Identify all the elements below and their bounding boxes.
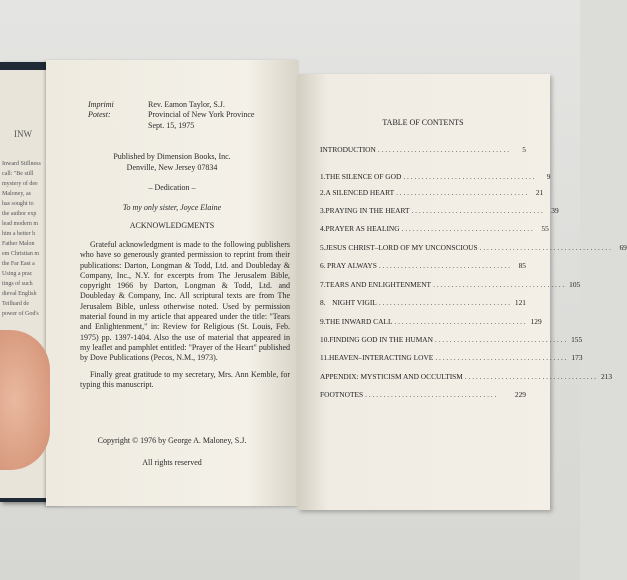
partial-page-text: lead modern m [2, 221, 38, 227]
toc-entry [320, 298, 526, 307]
toc-leader-dots: . . . . . . . . . . . . . . . . . . . . . . . . . . . . . . . . . . . . [365, 390, 497, 399]
toc-entry-title: A SILENCED HEART [325, 188, 395, 197]
partial-page-text: the author exp [2, 211, 37, 217]
partial-page-text: INW [14, 129, 32, 139]
toc-entry [320, 188, 544, 197]
toc-entry [320, 353, 583, 362]
publisher-line-1: Published by Dimension Books, Inc. [113, 152, 231, 161]
partial-page-text: Maloney, as [2, 191, 31, 197]
right-page [298, 74, 550, 510]
imprimi-label: Imprimi Potest: [88, 100, 114, 120]
hand [0, 330, 50, 470]
toc-leader-dots: . . . . . . . . . . . . . . . . . . . . . . . . . . . . . . . . . . . . [479, 243, 611, 252]
toc-entry-title: JESUS CHRIST–LORD OF MY UNCONSCIOUS [325, 243, 478, 252]
toc-entry-page: 229 [514, 390, 526, 399]
partial-page-text: Inward Stillness [2, 161, 41, 167]
toc-entry-title: THE INWARD CALL [325, 317, 393, 326]
toc-entry-title: FOOTNOTES [320, 390, 364, 399]
toc-entry-title: APPENDIX: MYSTICISM AND OCCULTISM [320, 372, 463, 381]
toc-leader-dots: . . . . . . . . . . . . . . . . . . . . . . . . . . . . . . . . . . . . [401, 224, 533, 233]
toc-entry-number: 3. [320, 206, 326, 215]
toc-entry-page: 9 [546, 172, 551, 181]
copyright-line: Copyright © 1976 by George A. Maloney, S.J. [97, 436, 247, 445]
toc-title: TABLE OF CONTENTS [382, 118, 464, 127]
toc-entry-page: 213 [600, 372, 613, 381]
toc-entry-number: 5. [320, 243, 326, 252]
toc-entry-page: 105 [569, 280, 581, 289]
toc-entry [320, 372, 613, 381]
toc-entry [320, 390, 526, 399]
partial-page-text: tings of such [2, 281, 33, 287]
toc-entry-page: 69 [619, 243, 627, 252]
toc-entry-title: NIGHT VIGIL [332, 298, 377, 307]
toc-entry-number: 1. [320, 172, 326, 181]
toc-entry-page: 55 [541, 224, 549, 233]
toc-leader-dots: . . . . . . . . . . . . . . . . . . . . . . . . . . . . . . . . . . . . [377, 145, 510, 154]
toc-entry-number: 7. [320, 280, 326, 289]
toc-entry-page: 173 [571, 353, 583, 362]
toc-entry-page: 5 [522, 145, 526, 154]
partial-page-text: em Christian m [2, 251, 39, 257]
imprimi-line: Rev. Eamon Taylor, S.J. [148, 100, 225, 109]
partial-page-text: Father Malon [2, 241, 35, 247]
toc-entry-number: 11. [320, 353, 329, 362]
toc-entry [320, 172, 551, 181]
dedication-text: To my only sister, Joyce Elaine [122, 203, 222, 212]
toc-leader-dots: . . . . . . . . . . . . . . . . . . . . . . . . . . . . . . . . . . . . [433, 280, 565, 289]
toc-entry-page: 39 [551, 206, 559, 215]
imprimi-line: Provincial of New York Province [148, 110, 255, 120]
partial-page-text: dieval English [2, 291, 37, 297]
toc-entry-page: 121 [514, 298, 526, 307]
toc-entry-page: 85 [518, 261, 526, 270]
acknowledgments-heading: ACKNOWLEDGMENTS [129, 221, 215, 230]
partial-page-text: mystery of dee [2, 181, 38, 187]
toc-entry-number: 10. [320, 335, 330, 344]
toc-leader-dots: . . . . . . . . . . . . . . . . . . . . . . . . . . . . . . . . . . . . [403, 172, 535, 181]
toc-entry-page: 155 [571, 335, 583, 344]
toc-entry [320, 145, 526, 154]
rights-line: All rights reserved [142, 458, 202, 467]
toc-entry [320, 280, 581, 289]
toc-entry-title: PRAYER AS HEALING [325, 224, 400, 233]
toc-entry-number: 9. [320, 317, 326, 326]
toc-entry [320, 224, 549, 233]
publisher-line-2: Denville, New Jersey 07834 [126, 163, 218, 172]
toc-leader-dots: . . . . . . . . . . . . . . . . . . . . . . . . . . . . . . . . . . . . [396, 188, 528, 197]
imprimi-values [148, 100, 254, 131]
toc-entry-number: 4. [320, 224, 326, 233]
partial-page-text: the Far East a [2, 261, 35, 267]
toc-leader-dots: . . . . . . . . . . . . . . . . . . . . . . . . . . . . . . . . . . . . [378, 261, 510, 270]
toc-entry-title: PRAY ALWAYS [327, 261, 377, 270]
toc-entry-page: 21 [535, 188, 544, 197]
partial-page-text: Teilhard de [2, 301, 30, 307]
toc-entry [320, 261, 526, 270]
toc-entry-title: PRAYING IN THE HEART [325, 206, 410, 215]
toc-entry [320, 317, 542, 326]
acknowledgments-body [80, 240, 290, 390]
toc-leader-dots: . . . . . . . . . . . . . . . . . . . . . . . . . . . . . . . . . . . . [411, 206, 543, 215]
toc-entry [320, 206, 559, 215]
toc-leader-dots: . . . . . . . . . . . . . . . . . . . . . . . . . . . . . . . . . . . . [464, 372, 597, 381]
toc-leader-dots: . . . . . . . . . . . . . . . . . . . . . . . . . . . . . . . . . . . . [378, 298, 510, 307]
toc-entry-title: FINDING GOD IN THE HUMAN [329, 335, 433, 344]
toc-entry [320, 335, 583, 344]
toc-leader-dots: . . . . . . . . . . . . . . . . . . . . . . . . . . . . . . . . . . . . [435, 353, 567, 362]
toc-entry-title: INTRODUCTION [320, 145, 376, 154]
thanks-paragraph: Finally great gratitude to my secretary, Mrs. Ann Kemble, for typing this manuscript. [80, 369, 290, 389]
toc-entry-title: THE SILENCE OF GOD [325, 172, 402, 181]
partial-page-text: him a better h [2, 231, 36, 237]
toc-leader-dots: . . . . . . . . . . . . . . . . . . . . . . . . . . . . . . . . . . . . [394, 317, 526, 326]
toc-entry [320, 243, 627, 252]
partial-page-text: has sought to [2, 201, 34, 207]
partial-page-text: power of God's [2, 311, 39, 317]
toc-entry-number: 2. [320, 188, 326, 197]
toc-entry-page: 129 [530, 317, 542, 326]
toc-entry-title: TEARS AND ENLIGHTENMENT [325, 280, 432, 289]
toc-entry-number: 8. [320, 298, 326, 307]
toc-leader-dots: . . . . . . . . . . . . . . . . . . . . . . . . . . . . . . . . . . . . [435, 335, 567, 344]
dedication-heading: – Dedication – [148, 183, 196, 192]
toc-entry-number: 6. [320, 261, 326, 270]
toc-entry-title: HEAVEN–INTERACTING LOVE [328, 353, 434, 362]
ack-paragraph: Grateful acknowledgment is made to the following publishers who have so generously granted permission to reprint from their publications: Darton, Longman & Todd, Ltd. and Doubleday & Company, Inc., N.Y. for excerpts from The Jerusalem Bible, copyright 1966 by Darton, Longman & Todd, Ltd. and Doubleday & Company, Inc. All scriptural texts are from The Jerusalem Bible, unless otherwise noted. Used by permission material found in my article that appeared under the title: "Tears and Enlightenment," in: Review for Religious (St. Louis, Feb. 1975) pp. 1397-1404. Also the use of material that appeared in my leaflet and pamphlet entitled: "Prayer of the Heart" published by Dove Publications (Pecos, N.M., 1973). [80, 240, 290, 363]
partial-page-text: Using a prac [2, 271, 33, 277]
partial-page-text: call: "Be still [2, 171, 34, 177]
imprimi-line: Sept. 15, 1975 [148, 120, 195, 130]
